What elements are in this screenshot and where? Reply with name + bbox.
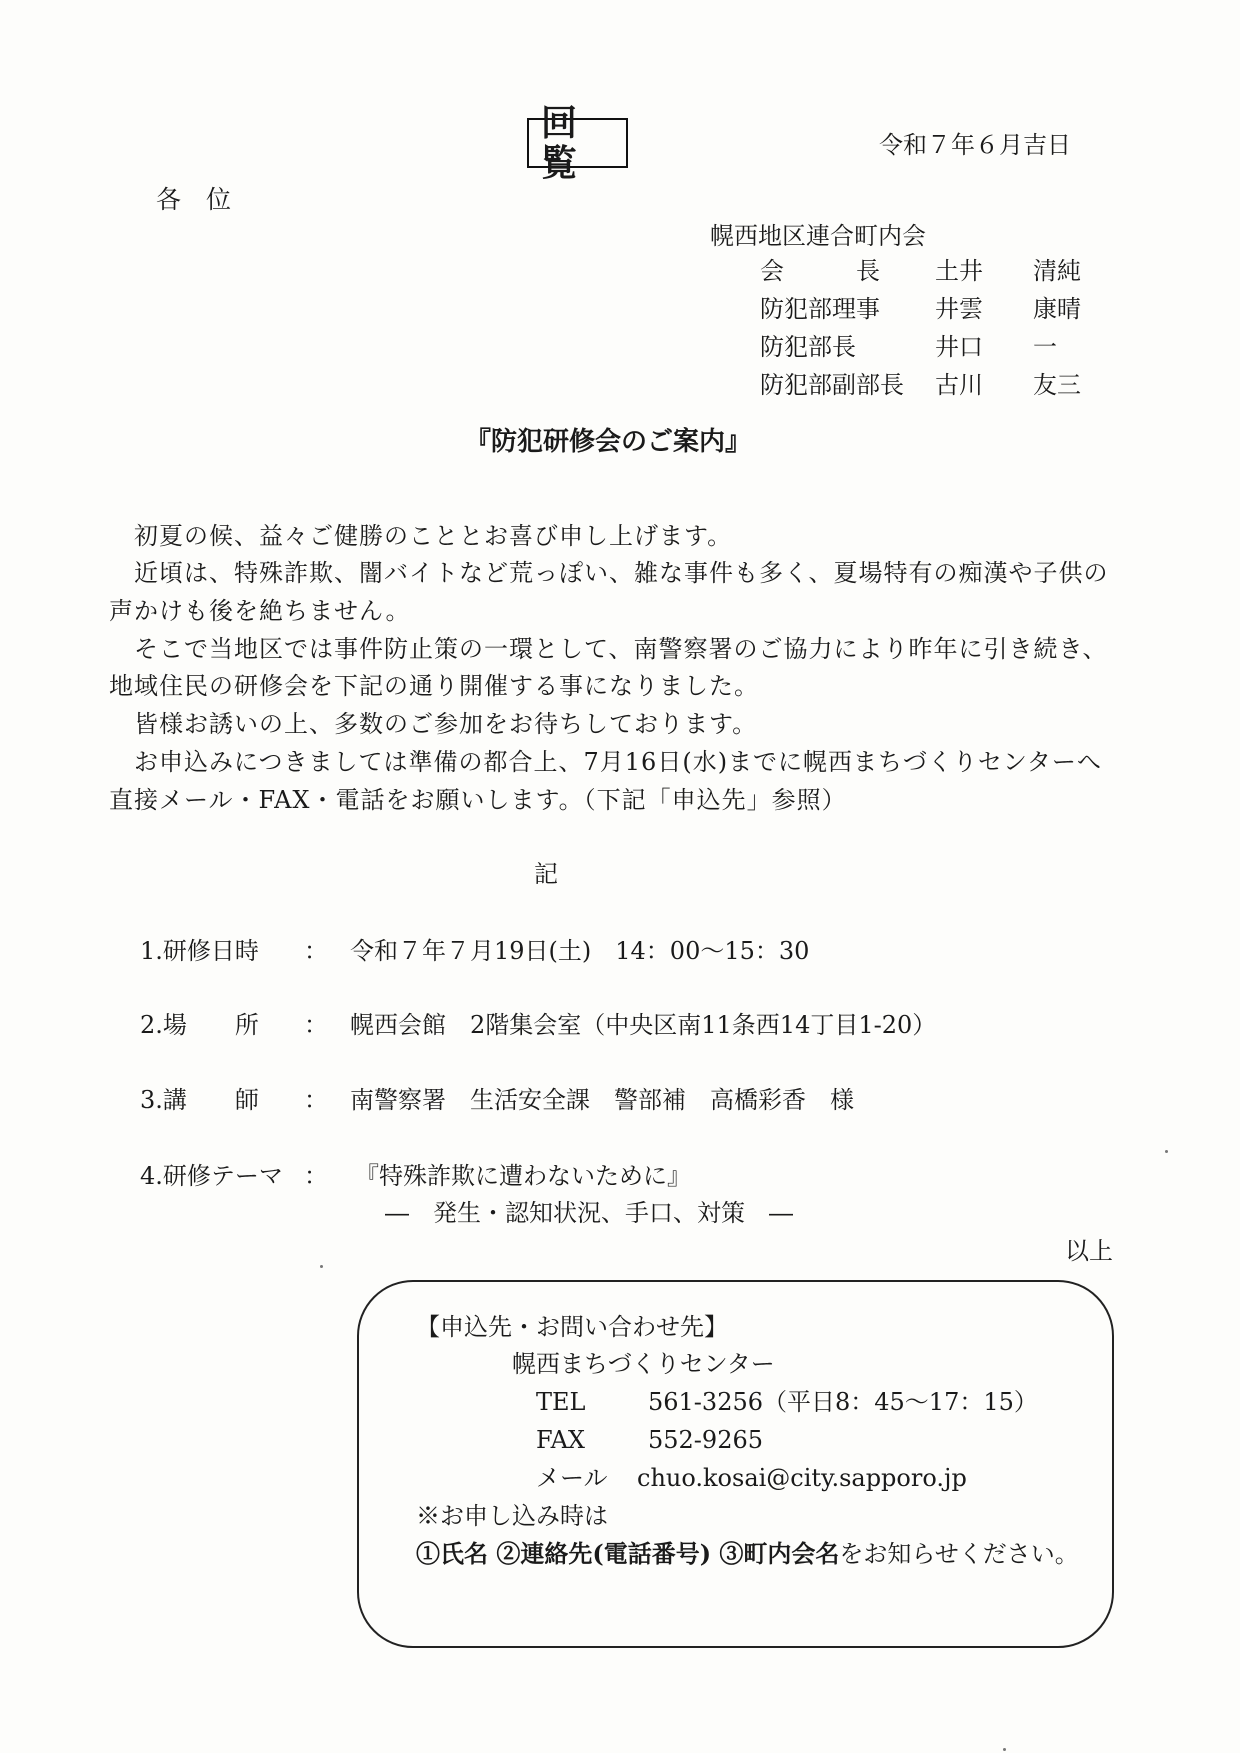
ki-heading: 記	[534, 860, 558, 888]
item-label-lecturer: 3.講 師	[140, 1086, 259, 1114]
officer-given-name: 康晴	[1033, 295, 1081, 323]
fax-value: 552-9265	[648, 1426, 763, 1454]
item-label-theme: 4.研修テーマ	[140, 1162, 283, 1190]
scan-speck	[1003, 1748, 1006, 1751]
officer-given-name: 一	[1033, 333, 1057, 361]
contact-note: ※お申し込み時は	[416, 1502, 608, 1530]
scan-speck	[320, 1265, 323, 1268]
mail-value: chuo.kosai@city.sapporo.jp	[637, 1464, 967, 1492]
body-line: そこで当地区では事件防止策の一環として、南警察署のご協力により昨年に引き続き、	[134, 635, 1108, 663]
body-line: お申込みにつきましては準備の都合上、7月16日(水)までに幌西まちづくりセンターへ	[134, 748, 1102, 776]
officer-given-name: 清純	[1033, 257, 1081, 285]
contact-heading: 【申込先・お問い合わせ先】	[416, 1313, 728, 1341]
item-label-datetime: 1.研修日時	[140, 937, 259, 965]
body-line: 近頃は、特殊詐欺、闇バイトなど荒っぽい、雑な事件も多く、夏場特有の痴漢や子供の	[134, 559, 1109, 587]
contact-center-name: 幌西まちづくりセンター	[512, 1350, 775, 1378]
officer-title: 会 長	[760, 257, 880, 285]
body-line: 直接メール・FAX・電話をお願いします。（下記「申込先」参照）	[109, 786, 847, 814]
item-value-lecturer: 南警察署 生活安全課 警部補 高橋彩香 様	[350, 1086, 854, 1114]
item-colon: ：	[304, 1086, 328, 1114]
body-line: 地域住民の研修会を下記の通り開催する事になりました。	[109, 672, 759, 700]
required-info	[416, 1540, 1079, 1568]
fax-label: FAX	[536, 1426, 585, 1454]
closing-word: 以上	[1065, 1237, 1113, 1265]
item-colon: ：	[304, 1162, 328, 1190]
officer-title: 防犯部副部長	[760, 371, 904, 399]
body-line: 声かけも後を絶ちません。	[109, 597, 411, 625]
tel-label: TEL	[536, 1388, 586, 1416]
officer-title: 防犯部長	[760, 333, 856, 361]
scan-speck	[1165, 1150, 1168, 1153]
required-info-request: をお知らせください。	[839, 1540, 1079, 1568]
kairan-stamp-box	[527, 102, 628, 184]
mail-label: メール	[536, 1464, 608, 1492]
document-title: 『防犯研修会のご案内』	[465, 427, 752, 457]
issue-date: 令和７年６月吉日	[879, 131, 1071, 159]
item-value-theme: 『特殊詐欺に遭わないために』	[355, 1162, 691, 1190]
officer-family-name: 井口	[935, 333, 983, 361]
item-colon: ：	[304, 937, 328, 965]
tel-value: 561-3256（平日8：45～17：15）	[648, 1388, 1038, 1416]
required-info-items: ①氏名 ②連絡先(電話番号) ③町内会名	[416, 1539, 840, 1568]
item-colon: ：	[304, 1011, 328, 1039]
sender-organization: 幌西地区連合町内会	[710, 222, 926, 250]
officer-family-name: 土井	[935, 257, 983, 285]
kairan-label: 回覧	[541, 102, 590, 184]
item-label-venue: 2.場 所	[140, 1011, 259, 1039]
officer-given-name: 友三	[1033, 371, 1081, 399]
body-line: 皆様お誘いの上、多数のご参加をお待ちしております。	[134, 710, 758, 738]
item-theme-subtitle: ― 発生・認知状況、手口、対策 ―	[385, 1199, 793, 1227]
officer-title: 防犯部理事	[760, 295, 880, 323]
addressee: 各 位	[156, 185, 232, 214]
body-line: 初夏の候、益々ご健勝のこととお喜び申し上げます。	[134, 522, 733, 550]
item-value-venue: 幌西会館 2階集会室（中央区南11条西14丁目1-20）	[350, 1011, 937, 1039]
officer-family-name: 井雲	[935, 295, 983, 323]
officer-family-name: 古川	[935, 371, 983, 399]
item-value-datetime: 令和７年７月19日(土) 14：00～15：30	[350, 937, 810, 965]
